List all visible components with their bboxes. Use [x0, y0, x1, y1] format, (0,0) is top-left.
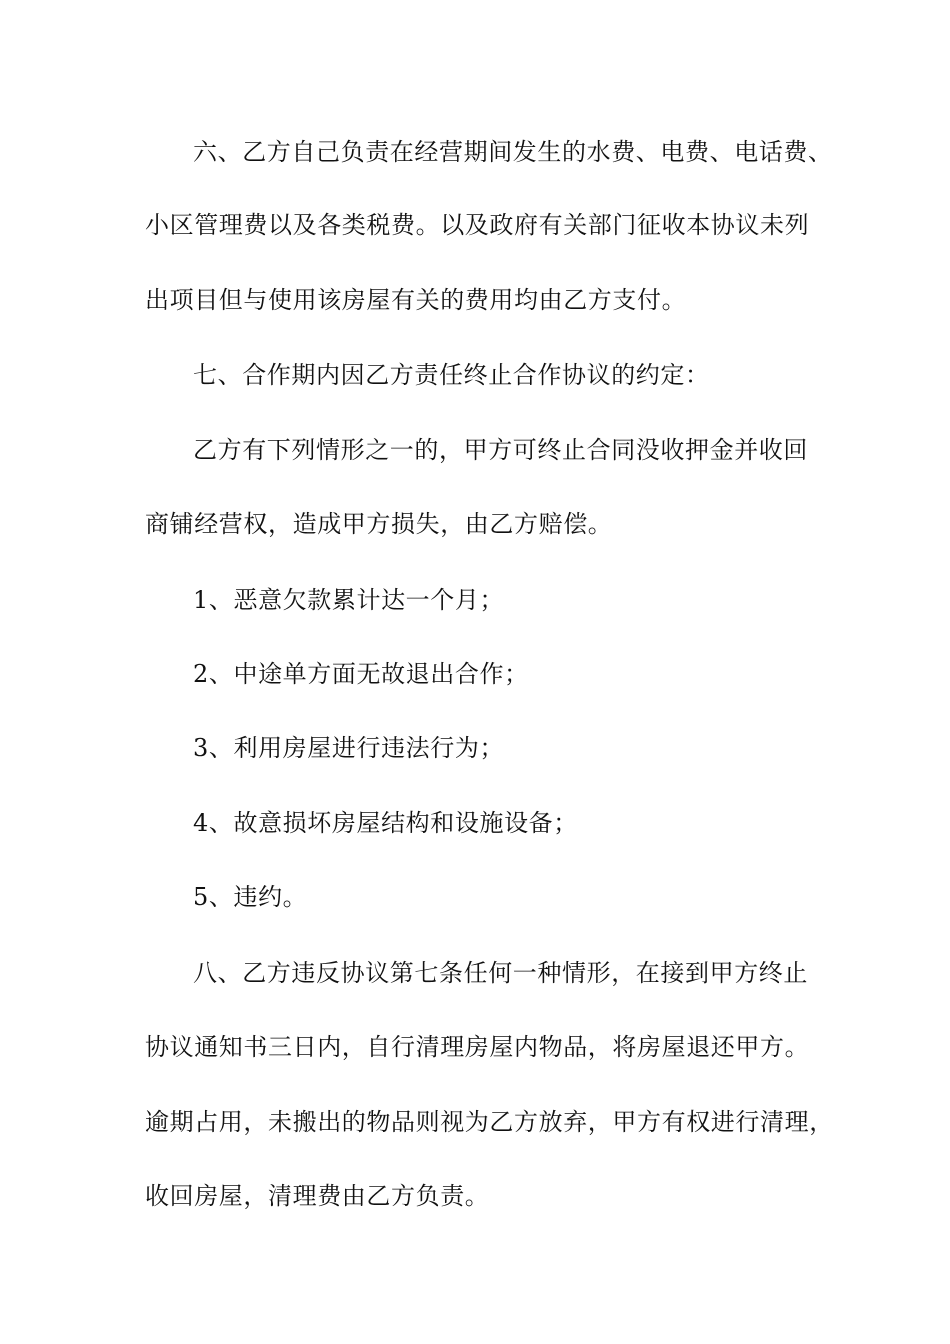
list-item-3: 3、利用房屋进行违法行为； [193, 734, 505, 762]
paragraph-eight-line-2: 协议通知书三日内，自行清理房屋内物品，将房屋退还甲方。 [145, 1033, 810, 1061]
list-item-4: 4、故意损坏房屋结构和设施设备； [193, 809, 578, 837]
list-item-1: 1、恶意欠款累计达一个月； [193, 586, 505, 614]
list-item-5: 5、违约。 [193, 883, 308, 911]
paragraph-seven-heading: 七、合作期内因乙方责任终止合作协议的约定： [193, 361, 710, 389]
paragraph-six-line-2: 小区管理费以及各类税费。以及政府有关部门征收本协议未列 [145, 211, 810, 239]
paragraph-seven-body-line-1: 乙方有下列情形之一的，甲方可终止合同没收押金并收回 [193, 436, 808, 464]
paragraph-seven-body-line-2: 商铺经营权，造成甲方损失，由乙方赔偿。 [145, 510, 613, 538]
paragraph-eight-line-1: 八、乙方违反协议第七条任何一种情形，在接到甲方终止 [193, 959, 808, 987]
list-item-2: 2、中途单方面无故退出合作； [193, 660, 529, 688]
paragraph-eight-line-4: 收回房屋，清理费由乙方负责。 [145, 1182, 490, 1210]
paragraph-six-line-3: 出项目但与使用该房屋有关的费用均由乙方支付。 [145, 286, 687, 314]
paragraph-six-line-1: 六、乙方自己负责在经营期间发生的水费、电费、电话费、 [193, 138, 833, 166]
paragraph-eight-line-3: 逾期占用，未搬出的物品则视为乙方放弃，甲方有权进行清理， [145, 1108, 834, 1136]
